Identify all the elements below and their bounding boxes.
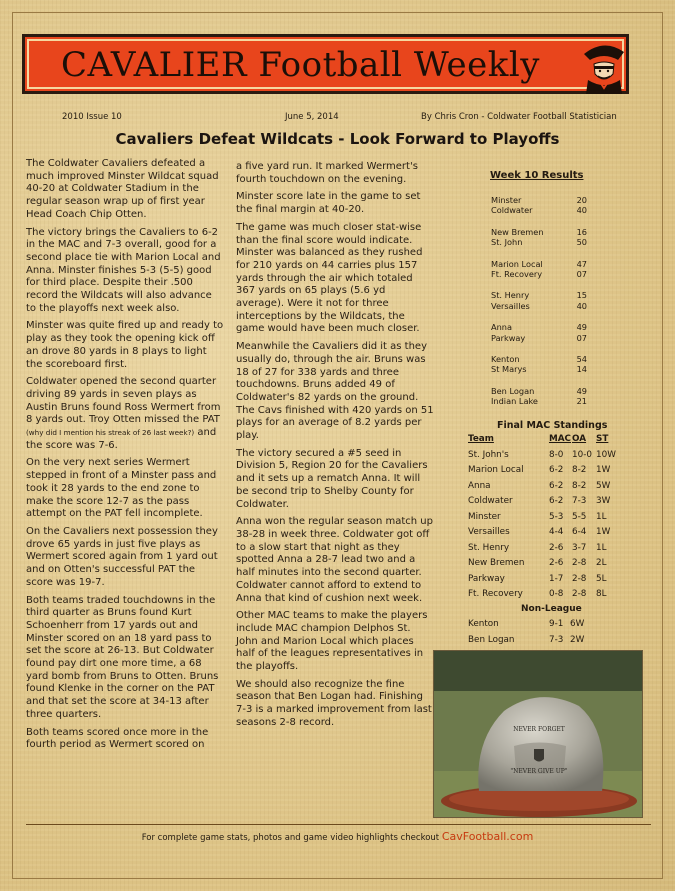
game-team-row [491, 237, 587, 247]
standings-mac-record: 2-6 [549, 558, 564, 568]
nonleague-team: Ben Logan [468, 634, 515, 645]
footer-text: For complete game stats, photos and game video highlights checkout [141, 833, 442, 843]
nonleague-record: 9-1 [549, 619, 564, 629]
article-paragraph: Both teams traded touchdowns in the third quarter as Bruns found Kurt Schoenherr from 17 yards out and Minster scored on an 18 yard pass to set the score at 26-13. But Coldwater found pay dirt one more time, a 68 yard bomb from Bruns to Otten. Bruns found Klenke in the corner on the PAT and that set the score at 34-13 after three quarters. [26, 594, 219, 720]
game-team-row [491, 269, 587, 279]
standings-row [468, 527, 638, 543]
article-paragraph: The game was much closer stat-wise than the final score would indicate. Minster was balanced as they rushed for 210 yards on 44 carries plus 157 yards through the air which totaled 367 yards on 65 plays (5.6 yd average). Were it not for three interceptions by the Wildcats, the game would have been much closer. [236, 221, 423, 335]
team-name: Anna [491, 322, 512, 333]
standings-streak: 2L [596, 558, 607, 568]
issue-date: June 5, 2014 [285, 112, 339, 122]
standings-team: St. John's [468, 449, 509, 460]
article-column-2 [236, 161, 434, 735]
footer-divider [26, 824, 651, 825]
game-team-row [491, 227, 587, 237]
game-team-row [491, 354, 587, 364]
game-result [491, 290, 611, 311]
standings-mac-record: 4-4 [549, 527, 564, 537]
standings-mac-record: 1-7 [549, 573, 564, 584]
game-result [491, 354, 611, 375]
article-paragraph: The victory brings the Cavaliers to 6-2 in the MAC and 7-3 overall, good for a second place tie with Marion Local and Anna. Minster finishes 5-3 (5-5) good for third place. Despite their .500 record the Wildcats will also advance to the playoffs next week also. [26, 226, 221, 314]
game-team-row [491, 322, 587, 332]
standings-streak: 8L [596, 589, 607, 599]
results-title: Week 10 Results [490, 170, 584, 181]
standings-streak: 10W [596, 449, 616, 460]
team-score: 47 [576, 258, 587, 269]
article-paragraph: The victory secured a #5 seed in Division 5, Region 20 for the Cavaliers and it sets up a rematch Anna. It will be second trip to Shelby County for Coldwater. [236, 447, 428, 510]
standings-overall-record: 10-0 [572, 449, 592, 460]
standings-row [468, 558, 638, 574]
article-paragraph: Both teams scored once more in the fourth period as Wermert scored on [26, 726, 209, 751]
standings-overall-record: 2-8 [572, 558, 587, 568]
standings-mac-record: 6-2 [549, 496, 564, 506]
standings-team: Parkway [468, 573, 505, 584]
nonleague-streak: 2W [570, 634, 585, 645]
standings-mac-record: 6-2 [549, 465, 564, 475]
team-name: Parkway [491, 332, 526, 343]
game-result [491, 322, 611, 343]
standings-row [468, 496, 638, 512]
team-score: 16 [576, 226, 587, 237]
standings-overall-record: 2-8 [572, 573, 587, 584]
footer-site-link[interactable]: CavFootball.com [441, 830, 534, 843]
team-score: 07 [576, 269, 587, 280]
standings-streak: 1L [596, 511, 607, 522]
game-team-row [491, 290, 587, 300]
footer [0, 830, 675, 843]
nonleague-row [468, 635, 638, 651]
standings-team: Ft. Recovery [468, 589, 523, 599]
article-paragraph: On the very next series Wermert stepped in front of a Minster pass and took it 28 yards to the end zone to make the score 12-7 as the pass attempt on the PAT fell incomplete. [26, 457, 217, 520]
standings-row [468, 465, 638, 481]
standings-team: St. Henry [468, 542, 510, 553]
stone-text-line1: NEVER FORGET [513, 726, 565, 733]
standings-title: Final MAC Standings [497, 420, 608, 431]
article-paragraph: Minster was quite fired up and ready to play as they took the opening kick off an drove 80 yards in 8 plays to light the scoreboard first. [26, 320, 224, 370]
article-text: Coldwater opened the second quarter driving 89 yards in seven plays as Austin Bruns found Ross Wermert from 8 yards out. Troy Otten missed the PAT [26, 376, 221, 426]
article-paragraph: Anna won the regular season match up 38-28 in week three. Coldwater got off to a slow start that night as they spotted Anna a 28-7 lead two and a half minutes into the second quarter. Coldwater cannot afford to extend to Anna that kind of cushion next week. [236, 516, 433, 604]
article-text: and the score was 7-6. [26, 427, 217, 451]
team-name: St Marys [491, 364, 527, 375]
article-column-1 [26, 158, 224, 757]
standings-team: Versailles [468, 527, 510, 537]
standings-mac-record: 5-3 [549, 511, 564, 522]
nonleague-title: Non-League [521, 604, 582, 614]
nonleague-streak: 6W [570, 619, 585, 629]
masthead-title: CAVALIER Football Weekly [61, 45, 540, 85]
standings-streak: 5L [596, 573, 607, 584]
standings-team: Marion Local [468, 465, 524, 475]
game-result [491, 227, 611, 248]
standings-overall-record: 8-2 [572, 480, 587, 491]
game-team-row [491, 386, 587, 396]
standings-team: New Bremen [468, 558, 525, 568]
game-team-row [491, 333, 587, 343]
standings-streak: 1L [596, 542, 607, 553]
standings-team: Anna [468, 480, 491, 491]
game-team-row [491, 205, 587, 215]
team-name: New Bremen [491, 226, 544, 237]
standings-overall-record: 7-3 [572, 496, 587, 506]
standings-mac-record: 2-6 [549, 542, 564, 553]
nonleague-row [468, 619, 638, 635]
team-score: 14 [576, 364, 587, 375]
team-name: Versailles [491, 300, 530, 311]
article-paragraph: a five yard run. It marked Wermert's fourth touchdown on the evening. [236, 161, 418, 185]
standings-table [468, 434, 638, 605]
standings-overall-record: 8-2 [572, 465, 587, 475]
team-score: 40 [576, 300, 587, 311]
issue-number: 2010 Issue 10 [62, 112, 122, 122]
standings-header-row [468, 434, 638, 450]
standings-row [468, 543, 638, 559]
article-headline: Cavaliers Defeat Wildcats - Look Forward to Playoffs [115, 130, 560, 148]
team-score: 15 [576, 290, 587, 301]
standings-overall-record: 6-4 [572, 527, 587, 537]
article-paragraph: We should also recognize the fine season that Ben Logan had. Finishing 7-3 is a marked improvement from last seasons 2-8 record. [236, 678, 432, 728]
team-name: Kenton [491, 354, 520, 365]
game-result [491, 386, 611, 407]
week-results-list [491, 195, 611, 418]
article-paragraph: On the Cavaliers next possession they drove 65 yards in just five plays as Wermert scored again from 1 yard out and on Otten's successful PAT the score was 19-7. [26, 525, 218, 588]
team-score: 49 [576, 385, 587, 396]
standings-team: Coldwater [468, 496, 513, 506]
standings-row [468, 589, 638, 605]
standings-row [468, 574, 638, 590]
team-score: 50 [576, 237, 587, 248]
team-name: Ben Logan [491, 385, 535, 396]
nonleague-team: Kenton [468, 619, 499, 629]
standings-row [468, 450, 638, 466]
cavalier-pirate-logo-icon [580, 40, 628, 94]
standings-mac-record: 6-2 [549, 480, 564, 491]
team-score: 20 [576, 195, 587, 205]
team-name: Minster [491, 195, 522, 205]
article-paragraph: Meanwhile the Cavaliers did it as they usually do, through the air. Bruns was 18 of 27 for 338 yards and three touchdowns. Bruns added 49 of Coldwater's 82 yards on the ground. The Cavs finished with 420 yards on 51 plays for an average of 8.2 yards per play. [236, 341, 434, 442]
team-name: Coldwater [491, 205, 533, 216]
author-byline: By Chris Cron - Coldwater Football Statistician [421, 112, 617, 122]
game-team-row [491, 396, 587, 406]
header-oa: OA [572, 434, 587, 444]
game-team-row [491, 195, 587, 205]
team-score: 49 [576, 322, 587, 333]
team-name: Marion Local [491, 258, 543, 269]
header-st: ST [596, 434, 609, 444]
team-name: St. John [491, 237, 523, 248]
header-team: Team [468, 434, 494, 444]
nonleague-table [468, 619, 638, 650]
standings-mac-record: 0-8 [549, 589, 564, 599]
team-name: Ft. Recovery [491, 269, 543, 280]
article-paragraph [26, 376, 224, 452]
standings-team: Minster [468, 511, 501, 522]
stone-text-line2: "NEVER GIVE UP" [510, 768, 568, 775]
masthead-banner [22, 34, 629, 94]
article-aside: (why did I mention his streak of 26 last week?) [26, 428, 195, 438]
standings-streak: 3W [596, 496, 611, 506]
standings-overall-record: 5-5 [572, 511, 587, 522]
article-paragraph: Minster score late in the game to set the final margin at 40-20. [236, 191, 421, 216]
standings-streak: 1W [596, 527, 611, 537]
team-score: 40 [576, 205, 587, 216]
standings-mac-record: 8-0 [549, 449, 564, 460]
game-result [491, 259, 611, 280]
standings-row [468, 481, 638, 497]
header-mac: MAC [549, 434, 572, 444]
standings-body [468, 450, 638, 605]
game-team-row [491, 301, 587, 311]
team-score: 54 [576, 354, 587, 365]
standings-overall-record: 2-8 [572, 589, 587, 599]
game-team-row [491, 364, 587, 374]
game-team-row [491, 259, 587, 269]
team-name: Indian Lake [491, 396, 538, 407]
article-paragraph: Other MAC teams to make the players include MAC champion Delphos St. John and Marion Local which places half of the leagues representatives in the playoffs. [236, 610, 428, 673]
nonleague-record: 7-3 [549, 634, 564, 645]
team-score: 21 [576, 396, 587, 407]
game-result [491, 195, 611, 216]
standings-overall-record: 3-7 [572, 542, 587, 553]
standings-streak: 1W [596, 465, 611, 475]
team-name: St. Henry [491, 290, 530, 301]
article-paragraph: The Coldwater Cavaliers defeated a much improved Minster Wildcat squad 40-20 at Coldwater Stadium in the regular season wrap up of first year Head Coach Chip Otten. [26, 158, 219, 220]
memorial-stone-photo [433, 650, 643, 818]
standings-streak: 5W [596, 480, 611, 491]
standings-row [468, 512, 638, 528]
team-score: 07 [576, 332, 587, 343]
